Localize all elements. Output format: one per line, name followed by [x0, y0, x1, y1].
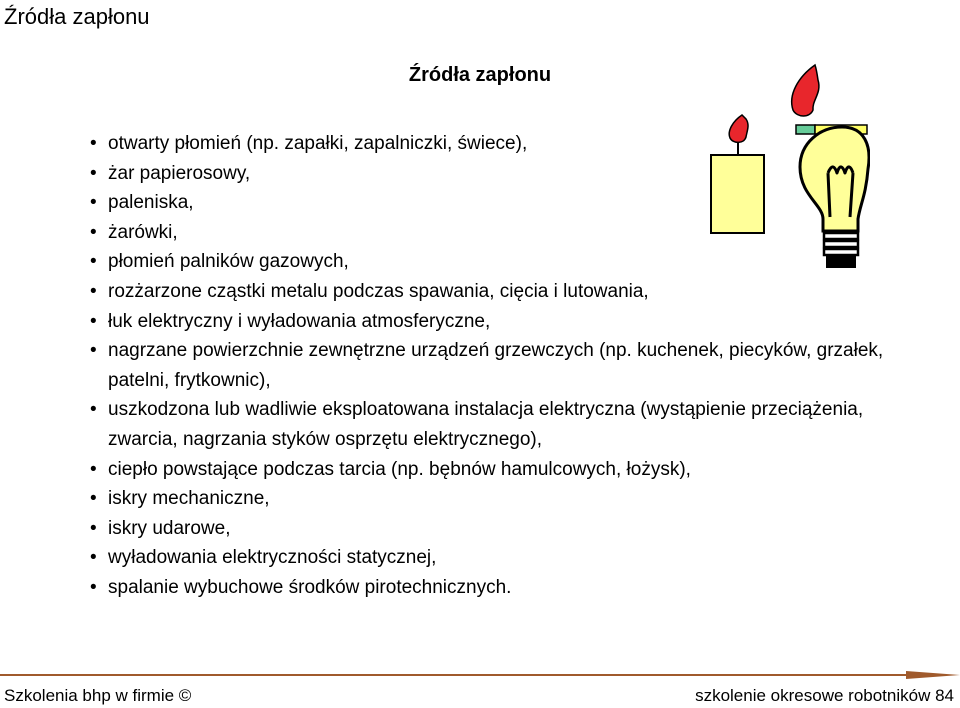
list-item: • spalanie wybuchowe środków pirotechnicznych. [86, 573, 916, 603]
slide-title: Źródła zapłonu [408, 64, 552, 86]
footer-rule-left [0, 674, 150, 676]
list-item: • nagrzane powierzchnie zewnętrzne urządzeń grzewczych (np. kuchenek, piecyków, grzałek, patelni, frytkownic), [86, 336, 916, 395]
list-item: • żarówki, [86, 218, 916, 248]
list-item: • iskry mechaniczne, [86, 484, 916, 514]
light-bulb-icon [800, 127, 869, 267]
illustrations [700, 55, 870, 295]
list-item: • płomień palników gazowych, [86, 247, 916, 277]
footer-rule [150, 674, 910, 676]
match-icon [792, 65, 867, 134]
list-item: • paleniska, [86, 188, 916, 218]
list-item: • wyładowania elektryczności statycznej, [86, 543, 916, 573]
candle-icon [711, 115, 764, 233]
list-item: • uszkodzona lub wadliwie eksploatowana instalacja elektryczna (wystąpienie przeciążenia, zwarcia, nagrzania styków osprzętu elektrycznego), [86, 395, 916, 454]
list-item: • ciepło powstające podczas tarcia (np. bębnów hamulcowych, łożysk), [86, 455, 916, 485]
list-item: • rozżarzone cząstki metalu podczas spawania, cięcia i lutowania, [86, 277, 916, 307]
footer-arrow-icon [906, 667, 960, 683]
list-item: • iskry udarowe, [86, 514, 916, 544]
page-title: Źródła zapłonu [4, 4, 150, 29]
footer-left-text: Szkolenia bhp w firmie © [4, 686, 192, 705]
list-item: • żar papierosowy, [86, 159, 916, 189]
footer-right-text: szkolenie okresowe robotników 84 [695, 686, 954, 705]
illustration-svg [700, 55, 870, 295]
list-item: • otwarty płomień (np. zapałki, zapalniczki, świece), [86, 129, 916, 159]
list-item: • łuk elektryczny i wyładowania atmosferyczne, [86, 307, 916, 337]
